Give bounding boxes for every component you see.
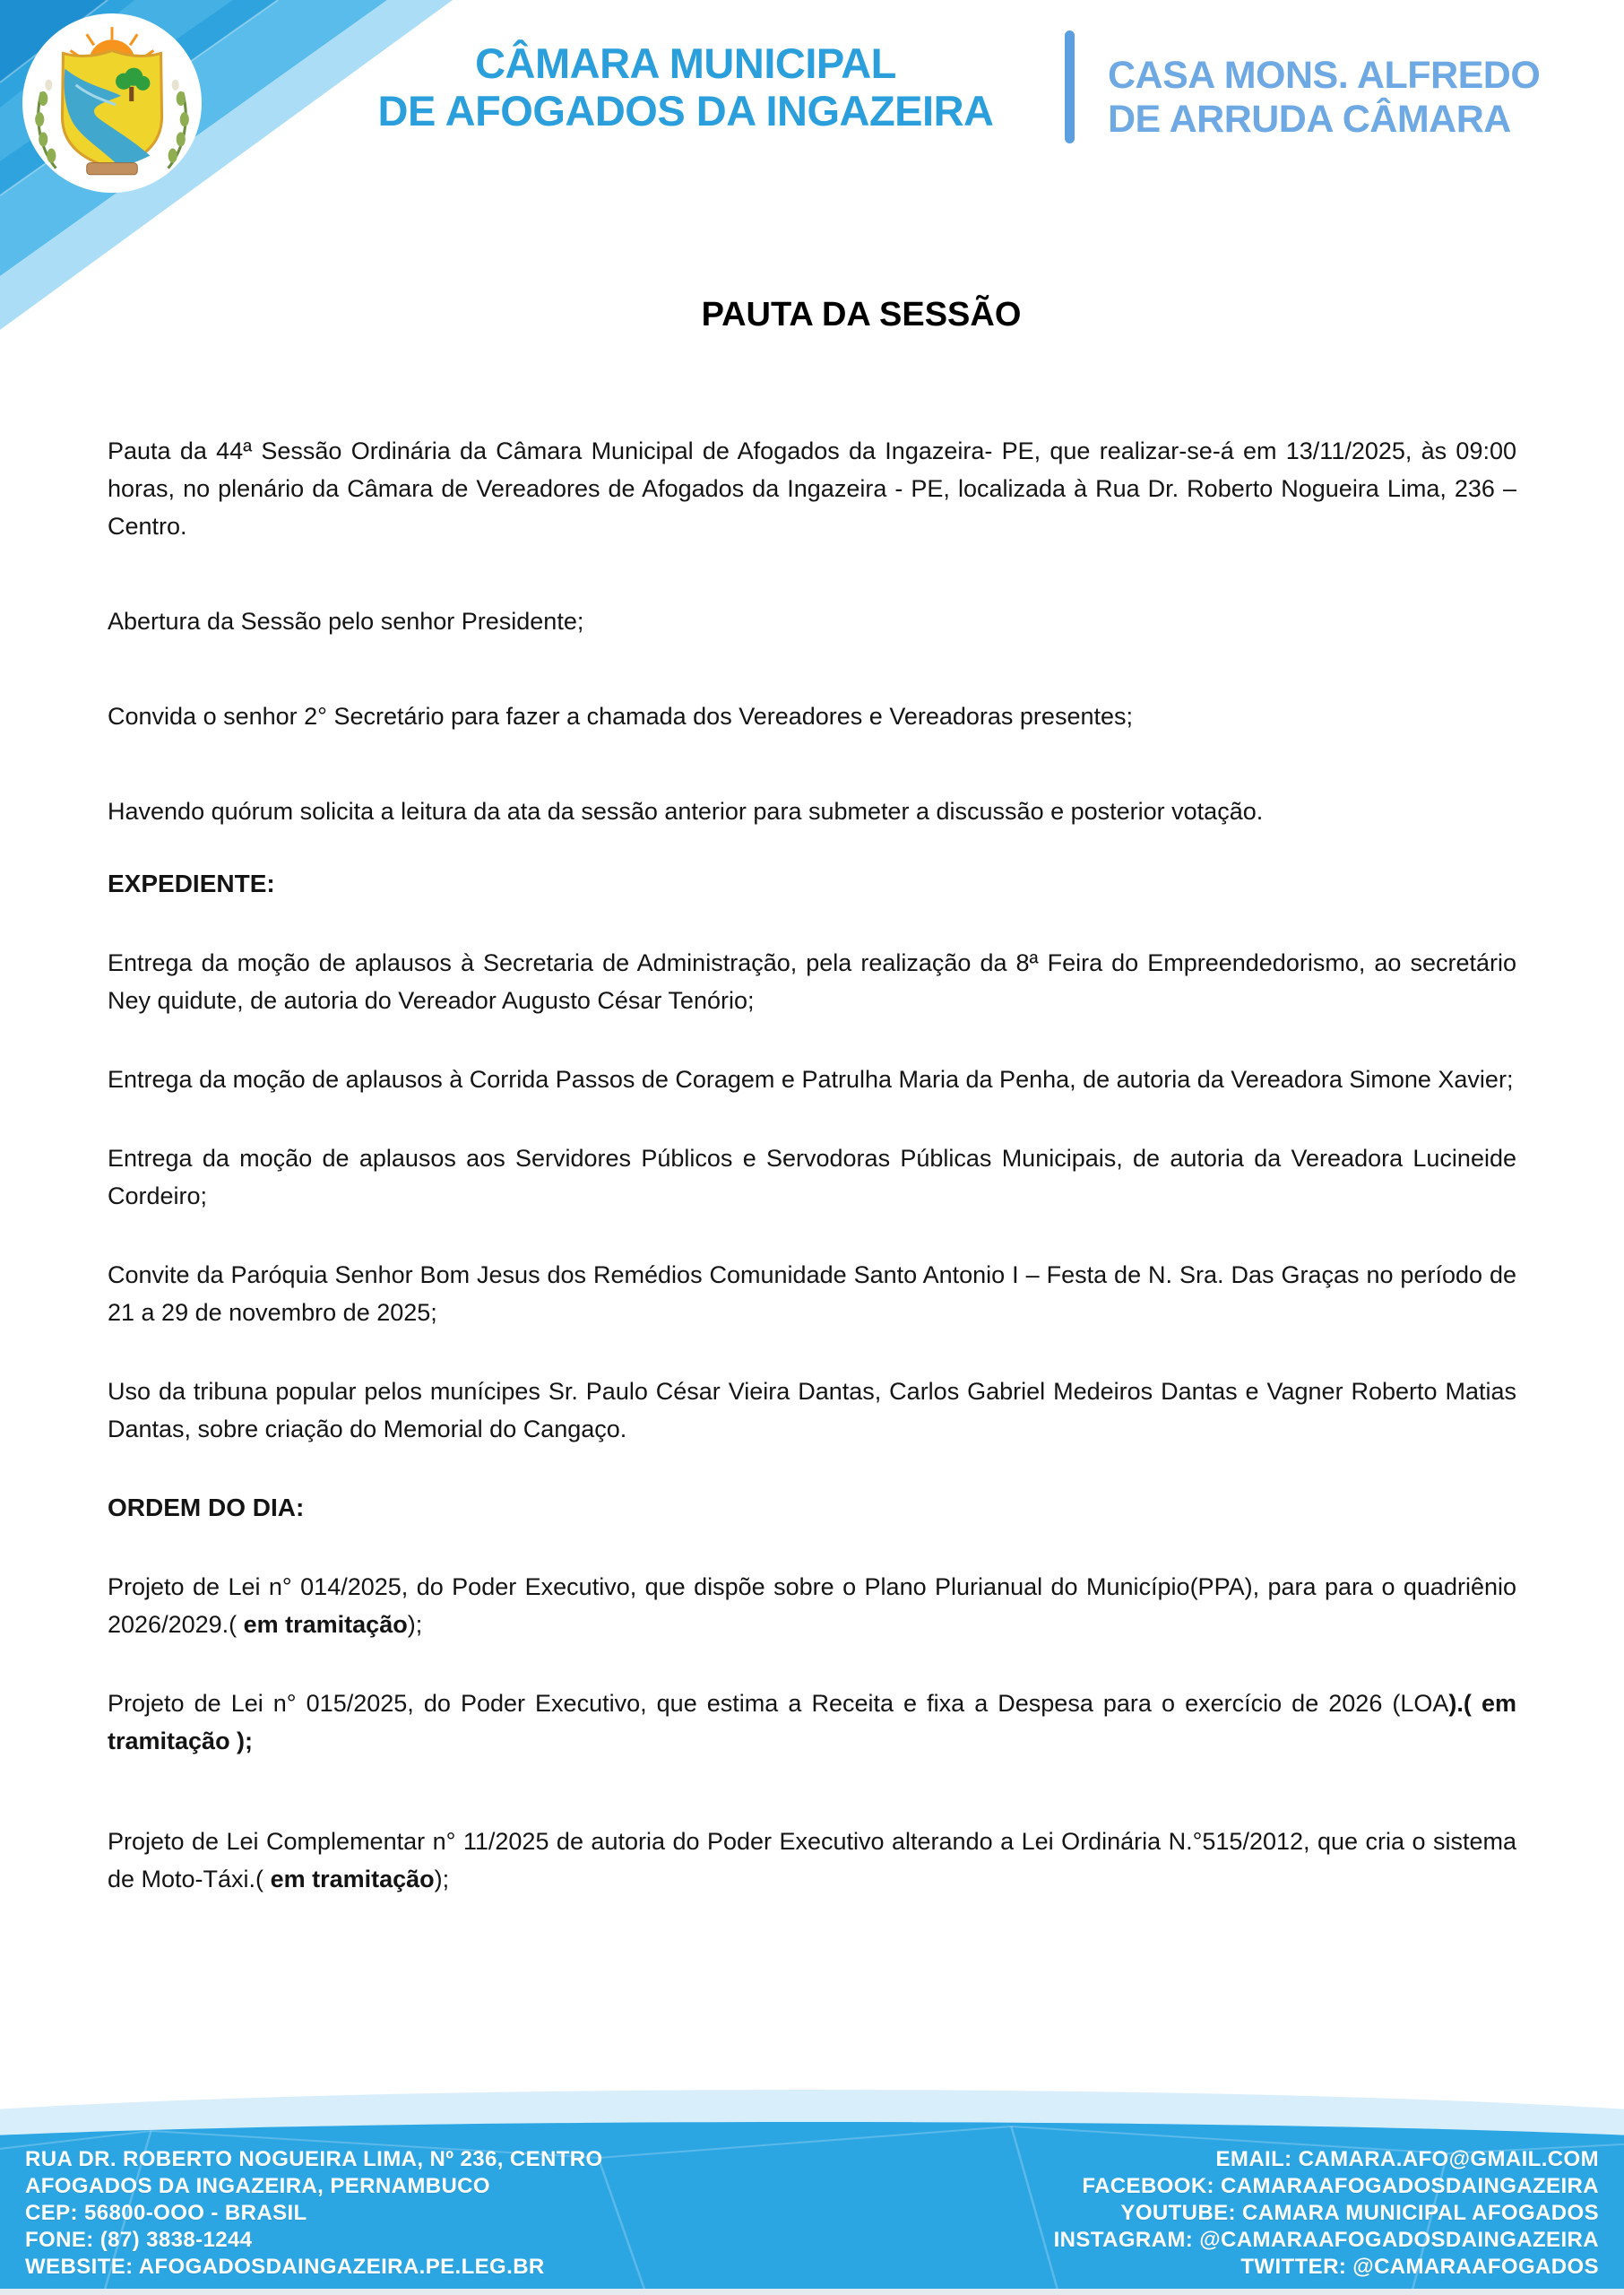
section-heading: EXPEDIENTE: (108, 870, 275, 897)
footer-columns (25, 2146, 1599, 2281)
house-name (1108, 54, 1540, 142)
footer-address-line: RUA DR. ROBERTO NOGUEIRA LIMA, Nº 236, CENTRO (25, 2147, 603, 2171)
house-name-line1: CASA MONS. ALFREDO (1108, 54, 1541, 97)
house-name-line2: DE ARRUDA CÂMARA (1108, 98, 1511, 141)
paragraph: Entrega da moção de aplausos aos Servidores Públicos e Servodoras Públicas Municipais, de autoria da Vereadora Lucineide Cordeiro; (108, 1145, 1516, 1209)
paragraph: Entrega da moção de aplausos à Corrida Passos de Coragem e Patrulha Maria da Penha, de autoria da Vereadora Simone Xavier; (108, 1066, 1514, 1093)
page-title: PAUTA DA SESSÃO (701, 296, 1022, 333)
paragraph: Projeto de Lei n° 014/2025, do Poder Executivo, que dispõe sobre o Plano Plurianual do Município(PPA), para para o quadriênio 2026/2029.( em tramitação); (108, 1573, 1516, 1638)
paragraph: Entrega da moção de aplausos à Secretaria de Administração, pela realização da 8ª Feira do Empreendedorismo, ao secretário Ney quidute, de autoria do Vereador Augusto César Tenório; (108, 949, 1516, 1014)
footer-social-line: EMAIL: CAMARA.AFO@GMAIL.COM (1215, 2147, 1599, 2171)
section-heading: ORDEM DO DIA: (108, 1494, 305, 1521)
org-name-line1: CÂMARA MUNICIPAL (475, 39, 896, 87)
banner (87, 163, 138, 175)
page-bottom-edge (0, 2289, 1624, 2295)
footer-address-block (25, 2146, 603, 2281)
header-divider (1065, 30, 1075, 143)
footer (0, 2026, 1624, 2295)
paragraph: Convite da Paróquia Senhor Bom Jesus dos Remédios Comunidade Santo Antonio I – Festa de N. Sra. Das Graças no período de 21 a 29 de novembro de 2025; (108, 1261, 1516, 1326)
paragraph: Projeto de Lei Complementar n° 11/2025 de autoria do Poder Executivo alterando a Lei Ordinária N.°515/2012, que cria o sistema de Moto-Táxi.( em tramitação); (108, 1828, 1516, 1892)
paragraph: Convida o senhor 2° Secretário para fazer a chamada dos Vereadores e Vereadoras presentes; (108, 703, 1133, 730)
paragraph: Pauta da 44ª Sessão Ordinária da Câmara Municipal de Afogados da Ingazeira- PE, que realizar-se-á em 13/11/2025, às 09:00 horas, no plenário da Câmara de Vereadores de Afogados da Ingazeira - PE, localizada à Rua Dr. Roberto Nogueira Lima, 236 – Centro. (108, 437, 1516, 540)
footer-address-line: CEP: 56800-OOO - BRASIL (25, 2201, 307, 2225)
footer-address-line: AFOGADOS DA INGAZEIRA, PERNAMBUCO (25, 2174, 490, 2198)
org-name-line2: DE AFOGADOS DA INGAZEIRA (377, 87, 994, 134)
footer-social-line: YOUTUBE: CAMARA MUNICIPAL AFOGADOS (1120, 2201, 1599, 2225)
footer-address-line: WEBSITE: AFOGADOSDAINGAZEIRA.PE.LEG.BR (25, 2255, 545, 2279)
footer-social-line: TWITTER: @CAMARAAFOGADOS (1240, 2255, 1599, 2279)
paragraph: Uso da tribuna popular pelos munícipes Sr. Paulo César Vieira Dantas, Carlos Gabriel Medeiros Dantas e Vagner Roberto Matias Dantas, sobre criação do Memorial do Cangaço. (108, 1378, 1516, 1442)
paragraph: Abertura da Sessão pelo senhor Presidente; (108, 608, 584, 635)
footer-social-line: FACEBOOK: CAMARAAFOGADOSDAINGAZEIRA (1082, 2174, 1599, 2198)
paragraph: Projeto de Lei n° 015/2025, do Poder Executivo, que estima a Receita e fixa a Despesa para o exercício de 2026 (LOA).( em tramitação ); (108, 1690, 1516, 1754)
footer-social-block (1054, 2146, 1599, 2281)
footer-address-line: FONE: (87) 3838-1244 (25, 2228, 253, 2252)
paragraph: Havendo quórum solicita a leitura da ata da sessão anterior para submeter a discussão e posterior votação. (108, 798, 1264, 825)
document-body (108, 432, 1516, 1939)
footer-social-line: INSTAGRAM: @CAMARAAFOGADOSDAINGAZEIRA (1053, 2228, 1599, 2252)
header (0, 0, 1624, 224)
org-name (323, 39, 1049, 134)
municipal-coat-of-arms-logo (22, 13, 203, 194)
